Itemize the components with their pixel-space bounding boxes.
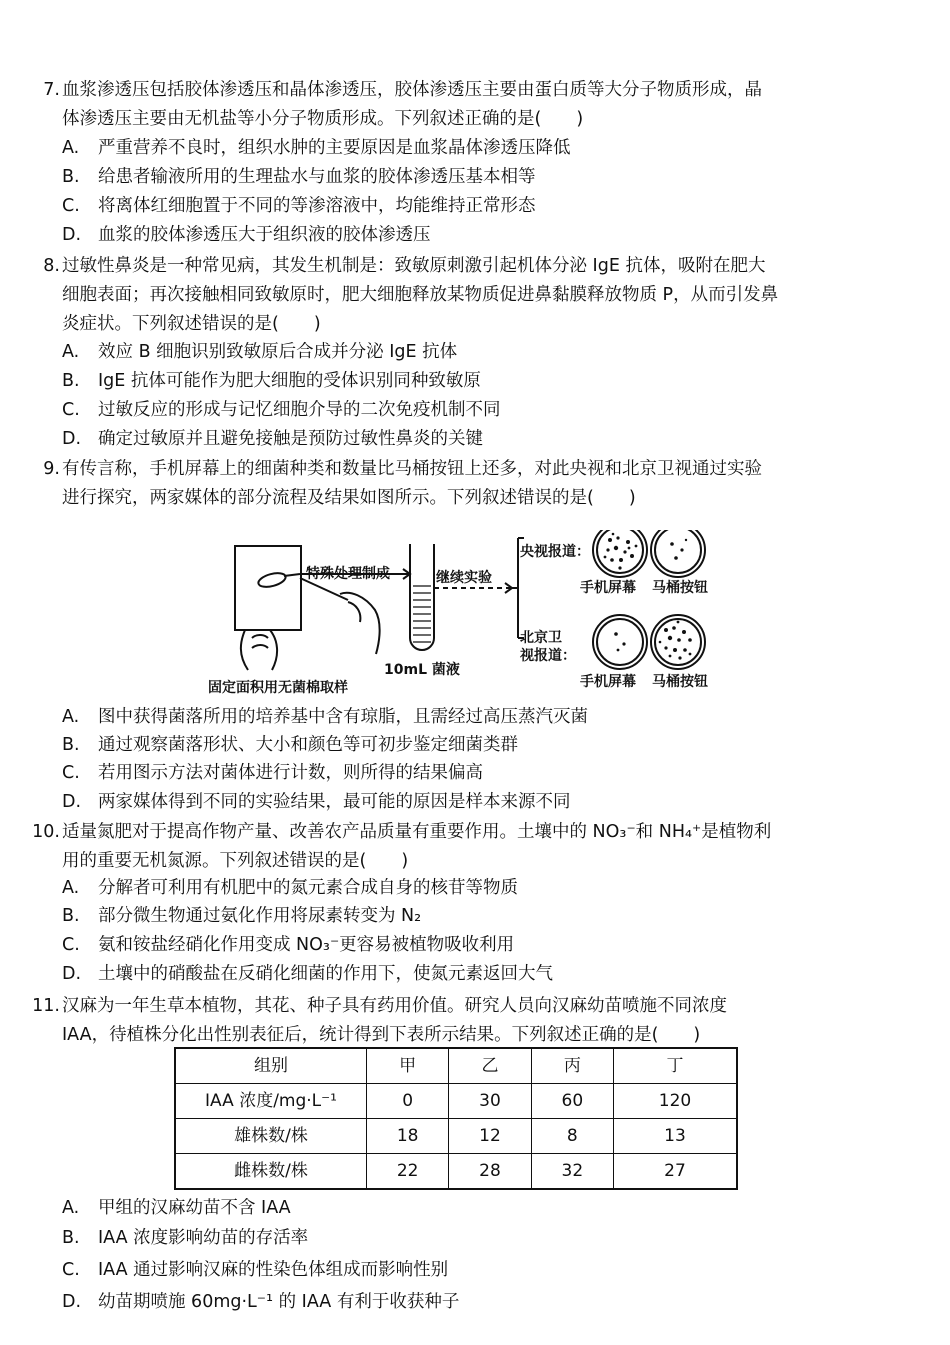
- step-label-continue: 继续实验: [436, 570, 492, 586]
- option-8c[interactable]: [62, 396, 501, 425]
- question-number: 8.: [43, 256, 60, 276]
- table-cell: 30: [449, 1084, 531, 1119]
- stem-line: 用的重要无机氮源。下列叙述错误的是( ): [62, 851, 409, 871]
- option-10a[interactable]: [62, 874, 518, 903]
- option-letter: B.: [62, 906, 80, 926]
- option-text: 两家媒体得到不同的实验结果，最可能的原因是样本来源不同: [98, 792, 571, 812]
- cctv-label: 央视报道：: [520, 544, 590, 560]
- option-11b[interactable]: [62, 1224, 308, 1253]
- table-header-cell: 组别: [175, 1048, 367, 1084]
- option-letter: B.: [62, 167, 80, 187]
- stem-line: 过敏性鼻炎是一种常见病，其发生机制是：致敏原刺激引起机体分泌 IgE 抗体，吸附在肥大: [62, 256, 766, 276]
- table-cell: 8: [531, 1119, 613, 1154]
- option-text: 确定过敏原并且避免接触是预防过敏性鼻炎的关键: [98, 429, 483, 449]
- option-letter: A.: [62, 878, 80, 898]
- question-stem: [62, 76, 882, 134]
- option-7c[interactable]: [62, 192, 536, 221]
- option-letter: D.: [62, 1292, 82, 1312]
- table-row: [175, 1154, 737, 1190]
- option-text: 血浆的胶体渗透压大于组织液的胶体渗透压: [98, 225, 431, 245]
- option-letter: A.: [62, 1198, 80, 1218]
- option-letter: C.: [62, 1260, 80, 1280]
- table-cell: 18: [367, 1119, 449, 1154]
- option-9d[interactable]: [62, 788, 571, 817]
- bjtv-label-line1: 北京卫: [520, 630, 562, 646]
- option-letter: D.: [62, 429, 82, 449]
- sample-label: 固定面积用无菌棉取样: [208, 680, 348, 696]
- option-9c[interactable]: [62, 759, 483, 788]
- bjtv-dish-phone-label: 手机屏幕: [580, 674, 636, 690]
- option-9b[interactable]: [62, 731, 518, 760]
- option-text: 过敏反应的形成与记忆细胞介导的二次免疫机制不同: [98, 400, 501, 420]
- stem-line: 进行探究，两家媒体的部分流程及结果如图所示。下列叙述错误的是( ): [62, 488, 636, 508]
- step-label-process: 特殊处理制成: [306, 566, 390, 582]
- option-text: 若用图示方法对菌体进行计数，则所得的结果偏高: [98, 763, 483, 783]
- table-cell: 27: [613, 1154, 737, 1190]
- table-header-cell: 甲: [367, 1048, 449, 1084]
- question-number: 7.: [43, 80, 60, 100]
- stem-line: 细胞表面；再次接触相同致敏原时，肥大细胞释放某物质促进鼻黏膜释放物质 P，从而引发鼻: [62, 285, 779, 305]
- hand-icon-right: [340, 593, 380, 654]
- table-header-row: [175, 1048, 737, 1084]
- option-9a[interactable]: [62, 703, 588, 732]
- option-7b[interactable]: [62, 163, 536, 192]
- table-header-cell: 丁: [613, 1048, 737, 1084]
- experiment-diagram: [200, 530, 740, 698]
- stem-line: 血浆渗透压包括胶体渗透压和晶体渗透压，胶体渗透压主要由蛋白质等大分子物质形成，晶: [62, 80, 762, 100]
- option-letter: D.: [62, 792, 82, 812]
- question-number: 11.: [32, 996, 60, 1016]
- option-7d[interactable]: [62, 221, 431, 250]
- option-text: 图中获得菌落所用的培养基中含有琼脂，且需经过高压蒸汽灭菌: [98, 707, 588, 727]
- option-letter: D.: [62, 964, 82, 984]
- table-cell: 32: [531, 1154, 613, 1190]
- option-10c[interactable]: [62, 931, 514, 960]
- table-row: [175, 1084, 737, 1119]
- option-11c[interactable]: [62, 1256, 448, 1285]
- stem-line: 炎症状。下列叙述错误的是( ): [62, 314, 321, 334]
- option-10b[interactable]: [62, 902, 421, 931]
- option-8b[interactable]: [62, 367, 481, 396]
- option-10d[interactable]: [62, 960, 553, 989]
- option-letter: C.: [62, 763, 80, 783]
- table-row: [175, 1119, 737, 1154]
- petri-dish-bjtv-phone: [593, 615, 647, 669]
- question-number: 10.: [32, 822, 60, 842]
- table-cell: 0: [367, 1084, 449, 1119]
- table-cell: 雄株数/株: [175, 1119, 367, 1154]
- option-letter: B.: [62, 735, 80, 755]
- question-stem: [62, 252, 882, 339]
- stem-line: IAA，待植株分化出性别表征后，统计得到下表所示结果。下列叙述正确的是( ): [62, 1025, 701, 1045]
- option-text: 给患者输液所用的生理盐水与血浆的胶体渗透压基本相等: [98, 167, 536, 187]
- option-letter: A.: [62, 138, 80, 158]
- option-letter: C.: [62, 196, 80, 216]
- option-letter: C.: [62, 935, 80, 955]
- option-letter: B.: [62, 1228, 80, 1248]
- results-table: [174, 1047, 738, 1190]
- question-stem: [62, 992, 882, 1050]
- option-7a[interactable]: [62, 134, 571, 163]
- stem-line: 体渗透压主要由无机盐等小分子物质形成。下列叙述正确的是( ): [62, 109, 584, 129]
- option-letter: B.: [62, 371, 80, 391]
- stem-line: 有传言称，手机屏幕上的细菌种类和数量比马桶按钮上还多，对此央视和北京卫视通过实验: [62, 459, 762, 479]
- sample-area-square: [235, 546, 301, 630]
- hand-icon: [241, 630, 277, 670]
- option-letter: A.: [62, 707, 80, 727]
- option-text: 部分微生物通过氨化作用将尿素转变为 N₂: [98, 906, 422, 926]
- option-text: 严重营养不良时，组织水肿的主要原因是血浆晶体渗透压降低: [98, 138, 571, 158]
- option-8d[interactable]: [62, 425, 483, 454]
- table-cell: 12: [449, 1119, 531, 1154]
- option-text: 甲组的汉麻幼苗不含 IAA: [98, 1198, 291, 1218]
- cctv-dish-toilet-label: 马桶按钮: [652, 580, 708, 596]
- table-cell: 雌株数/株: [175, 1154, 367, 1190]
- bjtv-label-line2: 视报道：: [520, 648, 576, 664]
- table-cell: IAA 浓度/mg·L⁻¹: [175, 1084, 367, 1119]
- tube-label: 10mL 菌液: [384, 662, 460, 678]
- cotton-swab-icon: [257, 571, 287, 590]
- cctv-dish-phone-label: 手机屏幕: [580, 580, 636, 596]
- option-text: 幼苗期喷施 60mg·L⁻¹ 的 IAA 有利于收获种子: [98, 1292, 460, 1312]
- test-tube-icon: [410, 544, 434, 650]
- question-number: 9.: [43, 459, 60, 479]
- option-text: 分解者可利用有机肥中的氮元素合成自身的核苷等物质: [98, 878, 518, 898]
- option-letter: A.: [62, 342, 80, 362]
- option-text: 将离体红细胞置于不同的等渗溶液中，均能维持正常形态: [98, 196, 536, 216]
- option-text: 通过观察菌落形状、大小和颜色等可初步鉴定细菌类群: [98, 735, 518, 755]
- option-11d[interactable]: [62, 1288, 459, 1317]
- table-cell: 13: [613, 1119, 737, 1154]
- table-cell: 60: [531, 1084, 613, 1119]
- option-11a[interactable]: [62, 1194, 291, 1223]
- option-8a[interactable]: [62, 338, 457, 367]
- option-letter: D.: [62, 225, 82, 245]
- option-text: IAA 通过影响汉麻的性染色体组成而影响性别: [98, 1260, 449, 1280]
- table-cell: 28: [449, 1154, 531, 1190]
- stem-line: 汉麻为一年生草本植物，其花、种子具有药用价值。研究人员向汉麻幼苗喷施不同浓度: [62, 996, 727, 1016]
- experiment-figure: [200, 530, 740, 698]
- option-text: IgE 抗体可能作为肥大细胞的受体识别同种致敏原: [98, 371, 481, 391]
- option-text: IAA 浓度影响幼苗的存活率: [98, 1228, 309, 1248]
- option-text: 土壤中的硝酸盐在反硝化细菌的作用下，使氮元素返回大气: [98, 964, 553, 984]
- bjtv-dish-toilet-label: 马桶按钮: [652, 674, 708, 690]
- table-cell: 22: [367, 1154, 449, 1190]
- question-stem: [62, 818, 882, 876]
- option-text: 氨和铵盐经硝化作用变成 NO₃⁻更容易被植物吸收利用: [98, 935, 515, 955]
- table-cell: 120: [613, 1084, 737, 1119]
- question-stem: [62, 455, 882, 513]
- table-header-cell: 乙: [449, 1048, 531, 1084]
- table-header-cell: 丙: [531, 1048, 613, 1084]
- option-letter: C.: [62, 400, 80, 420]
- stem-line: 适量氮肥对于提高作物产量、改善农产品质量有重要作用。土壤中的 NO₃⁻和 NH₄⁺是植物利: [62, 822, 772, 842]
- option-text: 效应 B 细胞识别致敏原后合成并分泌 IgE 抗体: [98, 342, 458, 362]
